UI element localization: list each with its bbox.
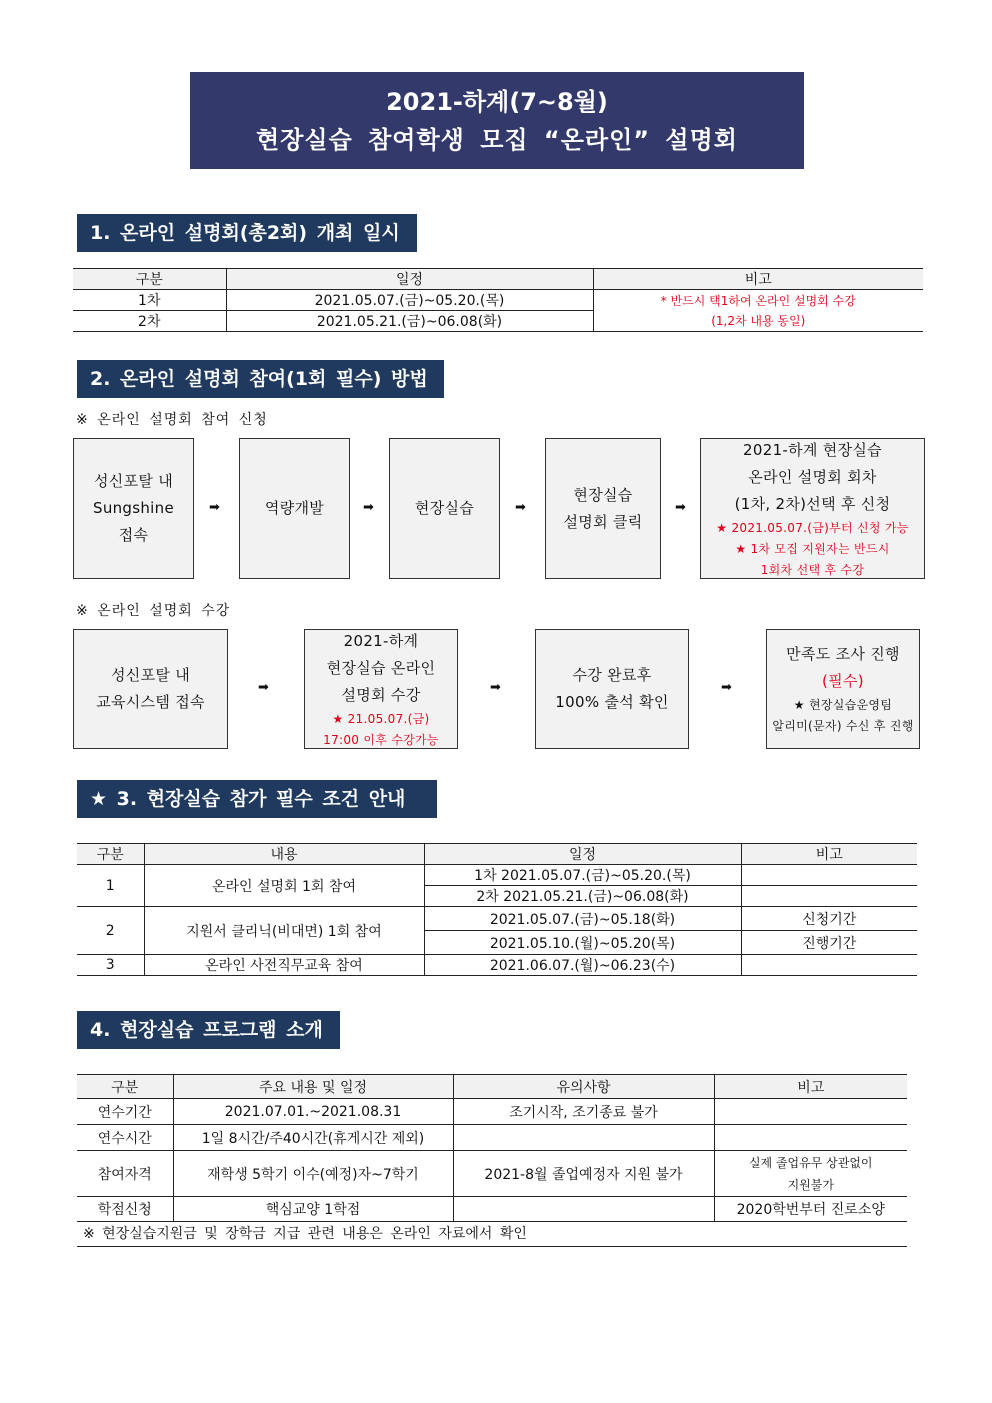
step-text: 설명회 수강 bbox=[341, 685, 421, 704]
header-caution: 유의사항 bbox=[453, 1075, 714, 1099]
apply-step-portal bbox=[73, 438, 194, 579]
cell-content: 온라인 사전직무교육 참여 bbox=[144, 955, 424, 976]
cell-no: 2 bbox=[77, 907, 144, 955]
page-title-line2: 현장실습 참여학생 모집 “온라인” 설명회 bbox=[256, 125, 738, 154]
cell-schedule: 2021.05.07.(금)~05.20.(목) bbox=[226, 290, 593, 311]
apply-step-competency bbox=[239, 438, 350, 579]
step-text: (1차, 2차)선택 후 신청 bbox=[734, 494, 891, 513]
section1-table bbox=[73, 268, 923, 332]
cell-gubun: 학점신청 bbox=[77, 1197, 173, 1222]
cell-caution bbox=[453, 1125, 714, 1151]
watch-note: ※ 온라인 설명회 수강 bbox=[76, 603, 231, 619]
step-text: 현장실습 bbox=[414, 499, 475, 517]
arrow-right-icon: ➡ bbox=[258, 680, 269, 695]
step-text: 접속 bbox=[118, 526, 149, 544]
header-gubun: 구분 bbox=[73, 269, 226, 290]
cell-no: 1 bbox=[77, 865, 144, 907]
cell-remark bbox=[714, 1151, 907, 1197]
step-small: 알리미(문자) 수신 후 진행 bbox=[772, 719, 914, 733]
bottom-note: ※ 현장실습지원금 및 장학금 지급 관련 내용은 온라인 자료에서 확인 bbox=[77, 1222, 907, 1247]
header-remark: 비고 bbox=[714, 1075, 907, 1099]
header-remark: 비고 bbox=[741, 844, 917, 865]
section1-heading: 1. 온라인 설명회(총2회) 개최 일시 bbox=[77, 214, 417, 252]
apply-note: ※ 온라인 설명회 참여 신청 bbox=[76, 412, 268, 428]
table-row bbox=[77, 955, 917, 976]
remark-line1: 실제 졸업유무 상관없이 bbox=[748, 1155, 873, 1170]
cell-schedule: 2021.06.07.(월)~06.23(수) bbox=[424, 955, 741, 976]
cell-remark bbox=[593, 290, 923, 332]
arrow-right-icon: ➡ bbox=[721, 680, 732, 695]
page-title-box bbox=[190, 72, 804, 169]
watch-step-survey bbox=[766, 629, 920, 749]
arrow-right-icon: ➡ bbox=[363, 500, 374, 515]
cell-schedule: 2021.05.10.(월)~05.20(목) bbox=[424, 931, 741, 955]
apply-step-select bbox=[700, 438, 925, 579]
watch-step-attendance bbox=[535, 629, 689, 749]
cell-caution: 2021-8월 졸업예정자 지원 불가 bbox=[453, 1151, 714, 1197]
step-warning: 17:00 이후 수강가능 bbox=[323, 732, 439, 747]
cell-gubun: 연수기간 bbox=[77, 1099, 173, 1125]
cell-gubun: 2차 bbox=[73, 311, 226, 332]
step-text: 설명회 클릭 bbox=[563, 512, 643, 531]
arrow-right-icon: ➡ bbox=[675, 500, 686, 515]
table-row bbox=[77, 1125, 907, 1151]
remark-line1: * 반드시 택1하여 온라인 설명회 수강 bbox=[660, 293, 856, 308]
table-row bbox=[77, 1151, 907, 1197]
arrow-right-icon: ➡ bbox=[515, 500, 526, 515]
cell-gubun: 참여자격 bbox=[77, 1151, 173, 1197]
cell-caution: 조기시작, 조기종료 불가 bbox=[453, 1099, 714, 1125]
watch-step-course bbox=[304, 629, 458, 749]
step-text: 역량개발 bbox=[264, 499, 325, 517]
table-row bbox=[77, 865, 917, 886]
watch-step-portal bbox=[73, 629, 228, 749]
step-text: 현장실습 bbox=[573, 485, 633, 504]
table-row bbox=[73, 290, 923, 311]
cell-content: 1일 8시간/주40시간(휴게시간 제외) bbox=[173, 1125, 453, 1151]
cell-gubun: 1차 bbox=[73, 290, 226, 311]
arrow-right-icon: ➡ bbox=[490, 680, 501, 695]
table-row bbox=[77, 1099, 907, 1125]
header-schedule: 일정 bbox=[226, 269, 593, 290]
header-gubun: 구분 bbox=[77, 1075, 173, 1099]
cell-remark bbox=[741, 886, 917, 907]
cell-schedule: 1차 2021.05.07.(금)~05.20.(목) bbox=[424, 865, 741, 886]
header-schedule: 일정 bbox=[424, 844, 741, 865]
cell-content: 핵심교양 1학점 bbox=[173, 1197, 453, 1222]
cell-content: 2021.07.01.~2021.08.31 bbox=[173, 1099, 453, 1125]
step-text: 100% 출석 확인 bbox=[555, 693, 669, 711]
header-content: 내용 bbox=[144, 844, 424, 865]
table-row bbox=[77, 907, 917, 931]
remark-line2: (1,2차 내용 동일) bbox=[711, 313, 806, 328]
header-remark: 비고 bbox=[593, 269, 923, 290]
apply-step-click bbox=[545, 438, 661, 579]
section4-table bbox=[77, 1074, 907, 1222]
cell-caution bbox=[453, 1197, 714, 1222]
step-warning: ★ 2021.05.07.(금)부터 신청 가능 bbox=[716, 520, 909, 535]
table-row bbox=[77, 1197, 907, 1222]
step-text: 성신포탈 내 bbox=[110, 666, 191, 684]
step-warning: ★ 1차 모집 지원자는 반드시 bbox=[735, 541, 890, 556]
page-title-line1: 2021-하계(7~8월) bbox=[386, 87, 608, 116]
cell-content: 재학생 5학기 이수(예정)자~7학기 bbox=[173, 1151, 453, 1197]
arrow-right-icon: ➡ bbox=[209, 500, 220, 515]
step-warning: ★ 21.05.07.(금) bbox=[332, 711, 430, 726]
step-text: 만족도 조사 진행 bbox=[786, 645, 900, 663]
cell-remark bbox=[741, 955, 917, 976]
cell-remark: 2020학번부터 진로소양 bbox=[714, 1197, 907, 1222]
step-text: 현장실습 온라인 bbox=[326, 658, 436, 677]
remark-line2: 지원불가 bbox=[787, 1177, 834, 1192]
cell-schedule: 2021.05.21.(금)~06.08(화) bbox=[226, 311, 593, 332]
cell-schedule: 2021.05.07.(금)~05.18(화) bbox=[424, 907, 741, 931]
step-text: 수강 완료후 bbox=[572, 666, 652, 684]
cell-remark bbox=[741, 865, 917, 886]
cell-remark bbox=[714, 1125, 907, 1151]
step-text: 교육시스템 접속 bbox=[96, 693, 205, 711]
step-warning: (필수) bbox=[822, 672, 864, 690]
cell-gubun: 연수시간 bbox=[77, 1125, 173, 1151]
section3-table bbox=[77, 843, 917, 976]
cell-no: 3 bbox=[77, 955, 144, 976]
step-text: 2021-하계 현장실습 bbox=[743, 440, 882, 459]
section2-heading: 2. 온라인 설명회 참여(1회 필수) 방법 bbox=[77, 360, 444, 398]
cell-content: 온라인 설명회 1회 참여 bbox=[144, 865, 424, 907]
header-gubun: 구분 bbox=[77, 844, 144, 865]
step-text: 온라인 설명회 회차 bbox=[748, 467, 877, 486]
step-warning: 1회차 선택 후 수강 bbox=[760, 562, 865, 577]
step-text: 성신포탈 내 bbox=[93, 472, 174, 490]
cell-schedule: 2차 2021.05.21.(금)~06.08(화) bbox=[424, 886, 741, 907]
header-content: 주요 내용 및 일정 bbox=[173, 1075, 453, 1099]
step-text: Sungshine bbox=[93, 499, 174, 517]
cell-remark bbox=[714, 1099, 907, 1125]
section3-heading: ★ 3. 현장실습 참가 필수 조건 안내 bbox=[77, 780, 437, 818]
step-text: 2021-하계 bbox=[343, 631, 419, 650]
cell-remark: 신청기간 bbox=[741, 907, 917, 931]
step-small: ★ 현장실습운영팀 bbox=[793, 698, 893, 712]
cell-content: 지원서 클리닉(비대면) 1회 참여 bbox=[144, 907, 424, 955]
cell-remark: 진행기간 bbox=[741, 931, 917, 955]
section4-heading: 4. 현장실습 프로그램 소개 bbox=[77, 1011, 340, 1049]
apply-step-fieldwork bbox=[389, 438, 500, 579]
